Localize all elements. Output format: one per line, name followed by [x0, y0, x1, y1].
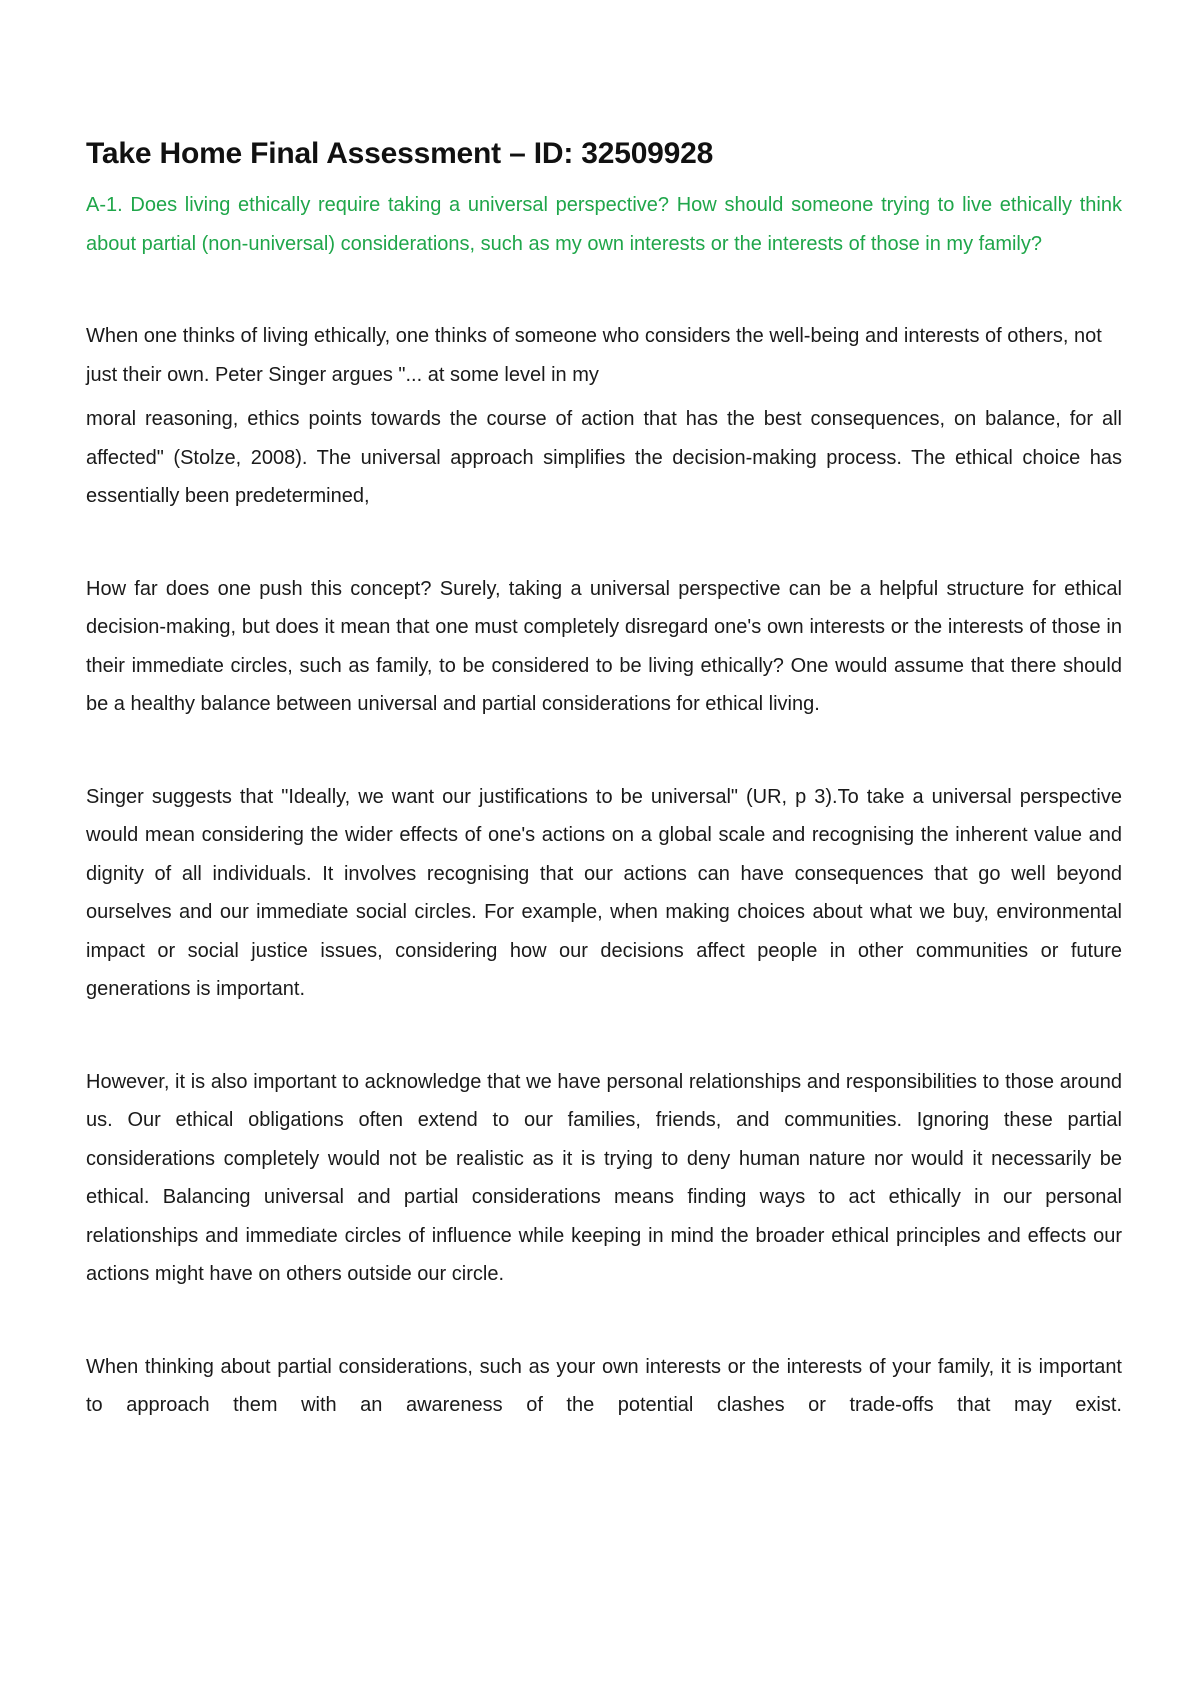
paragraph-5: However, it is also important to acknowledge that we have personal relationships and responsibilities to those around us. Our ethical obligations often extend to our families, friends, and communities. Ignoring these partial considerations completely would not be realistic as it is trying to deny human nature nor would it necessarily be ethical. Balancing universal and partial considerations means finding ways to act ethically in our personal relationships and immediate circles of influence while keeping in mind the broader ethical principles and effects our actions might have on others outside our circle. [86, 1070, 1122, 1285]
document-page [86, 136, 1122, 1425]
paragraph-4: Singer suggests that "Ideally, we want our justifications to be universal" (UR, p 3).To take a universal perspective would mean considering the wider effects of one's actions on a global scale and recognising the inherent value and dignity of all individuals. It involves recognising that our actions can have consequences that go well beyond ourselves and our immediate social circles. For example, when making choices about what we buy, environmental impact or social justice issues, considering how our decisions affect people in other communities or future generations is important. [86, 785, 1122, 1000]
paragraph-3: How far does one push this concept? Surely, taking a universal perspective can be a helpful structure for ethical decision-making, but does it mean that one must completely disregard one's own interests or the interests of those in their immediate circles, such as family, to be considered to be living ethically? One would assume that there should be a healthy balance between universal and partial considerations for ethical living. [86, 577, 1122, 715]
document-title: Take Home Final Assessment – ID: 32509928 [86, 137, 714, 170]
paragraph-1: When one thinks of living ethically, one thinks of someone who considers the well-being and interests of others, not just their own. Peter Singer argues "... at some level in my [86, 325, 1102, 386]
paragraph-6: When thinking about partial considerations, such as your own interests or the interests of your family, it is important to approach them with an awareness of the potential clashes or trade-offs that may exist. [86, 1355, 1122, 1416]
paragraph-2: moral reasoning, ethics points towards the course of action that has the best consequences, on balance, for all affected" (Stolze, 2008). The universal approach simplifies the decision-making process. The ethical choice has essentially been predetermined, [86, 408, 1122, 507]
question-a1: A-1. Does living ethically require taking a universal perspective? How should someone trying to live ethically think about partial (non-universal) considerations, such as my own interests or the interests of those in my family? [86, 194, 1122, 255]
